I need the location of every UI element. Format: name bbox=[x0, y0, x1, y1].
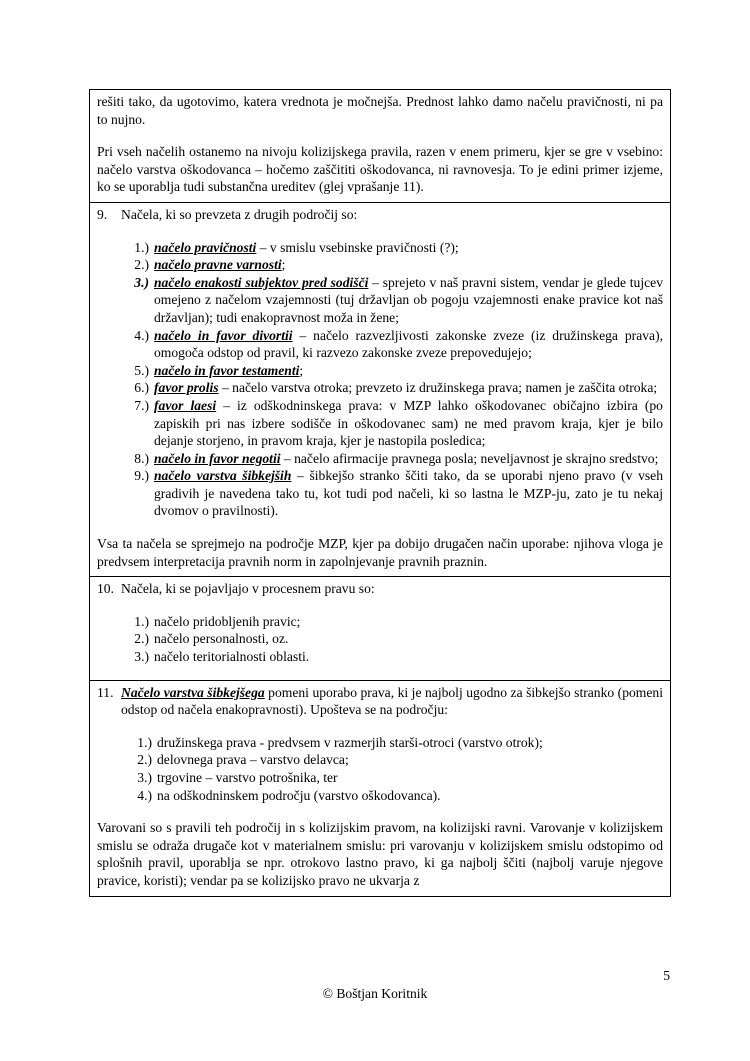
section-9 bbox=[90, 203, 670, 577]
content-table bbox=[89, 89, 671, 897]
section-11-list bbox=[97, 734, 663, 804]
list-item: 4.) načelo in favor divortii – načelo razvezljivosti zakonske zveze (iz družinskega prava), omogoča odstop od pravil, ki razvezo zakonske zveze prepovedujejo; bbox=[134, 327, 663, 361]
list-item: 3.) trgovine – varstvo potrošnika, ter bbox=[137, 770, 338, 785]
section-11 bbox=[90, 681, 670, 897]
list-item: 1.) načelo pridobljenih pravic; bbox=[134, 613, 301, 629]
list-item: 8.) načelo in favor negotii – načelo afirmacije pravnega posla; neveljavnost je skrajno sredstvo; bbox=[134, 450, 659, 466]
list-item: 2.) načelo pravne varnosti; bbox=[134, 257, 286, 273]
section-9-heading: 9. Načela, ki so prevzeta z drugih področij so: bbox=[97, 206, 358, 222]
list-item: 5.) načelo in favor testamenti; bbox=[134, 362, 304, 378]
section-10-list bbox=[97, 613, 663, 666]
list-item: 4.) na odškodninskem področju (varstvo oškodovanca). bbox=[137, 787, 441, 803]
section-11-heading: 11. Načelo varstva šibkejšega pomeni uporabo prava, ki je najbolj ugodno za šibkejšo stranko (pomeni odstop od načela enakopravnosti). Upošteva se na področju: bbox=[97, 684, 663, 718]
list-item: 2.) načelo personalnosti, oz. bbox=[134, 631, 289, 647]
list-item: 7.) favor laesi – iz odškodninskega prava: v MZP lahko oškodovanec običajno izbira (po zapiskih pri nas izbere sodišče in oškodovanec sam) ne med pravom kraja, kjer je bilo dejanje storjeno, in pravom kraja, kjer je nastopila posledica; bbox=[134, 397, 663, 449]
paragraph: Pri vseh načelih ostanemo na nivoju kolizijskega pravila, razen v enem primeru, kjer se gre v vsebino: načelo varstva oškodovanca – hočemo zaščititi oškodovanca, ni ravnovesja. To je edini primer izjeme, ko se uporablja tudi substančna ureditev (glej vprašanje 11). bbox=[97, 144, 663, 195]
list-item: 9.) načelo varstva šibkejših – šibkejšo stranko ščiti tako, da se uporabi njeno pravo (v vseh gradivih je navedena tako tu, kot tudi pod načeli, ki so lastna le MZP-ju, zato je tu nekaj dvomov o pravilnosti). bbox=[134, 468, 663, 519]
list-item: 2.) delovnega prava – varstvo delavca; bbox=[137, 752, 349, 768]
list-item: 3.) načelo teritorialnosti oblasti. bbox=[134, 649, 310, 665]
list-item: 6.) favor prolis – načelo varstva otroka; prevzeto iz družinskega prava; namen je zaščita otroka; bbox=[134, 380, 658, 396]
list-item: 3.) načelo enakosti subjektov pred sodišči – sprejeto v naš pravni sistem, vendar je glede tujcev omejeno z načelom vzajemnosti (tuj državljan ob pogoju vzajemnosti enake pravice kot naš državljan); tudi enakopravnost moža in žene; bbox=[134, 274, 663, 325]
page-number: 5 bbox=[663, 968, 670, 983]
paragraph: Vsa ta načela se sprejmejo na področje MZP, kjer pa dobijo drugačen način uporabe: njihova vloga je predvsem interpretacija pravnih norm in zapolnjevanje pravnih praznin. bbox=[97, 536, 663, 569]
paragraph: Varovani so s pravili teh področij in s kolizijskim pravom, na kolizijski ravni. Varovanje v kolizijskem smislu se odraža drugače kot v materialnem smislu: pri varovanju v kolizijskem smislu odstopimo od splošnih pravil, uporablja se npr. otrokovo lastno pravo, ki ga najbolj ščiti (najbolj varuje njegove pravice, koristi); vendar pa se kolizijsko pravo ne ukvarja z bbox=[97, 820, 663, 888]
paragraph: rešiti tako, da ugotovimo, katera vrednota je močnejša. Prednost lahko damo načelu pravičnosti, ni pa to nujno. bbox=[97, 94, 663, 127]
continuation-cell bbox=[90, 90, 670, 203]
copyright: © Boštjan Koritnik bbox=[322, 986, 428, 1001]
section-10 bbox=[90, 577, 670, 680]
list-item: 1.) načelo pravičnosti – v smislu vsebinske pravičnosti (?); bbox=[134, 239, 459, 255]
section-10-heading: 10. Načela, ki se pojavljajo v procesnem pravu so: bbox=[97, 581, 375, 597]
section-9-list bbox=[97, 239, 663, 521]
list-item: 1.) družinskega prava - predvsem v razmerjih starši-otroci (varstvo otrok); bbox=[137, 734, 543, 750]
